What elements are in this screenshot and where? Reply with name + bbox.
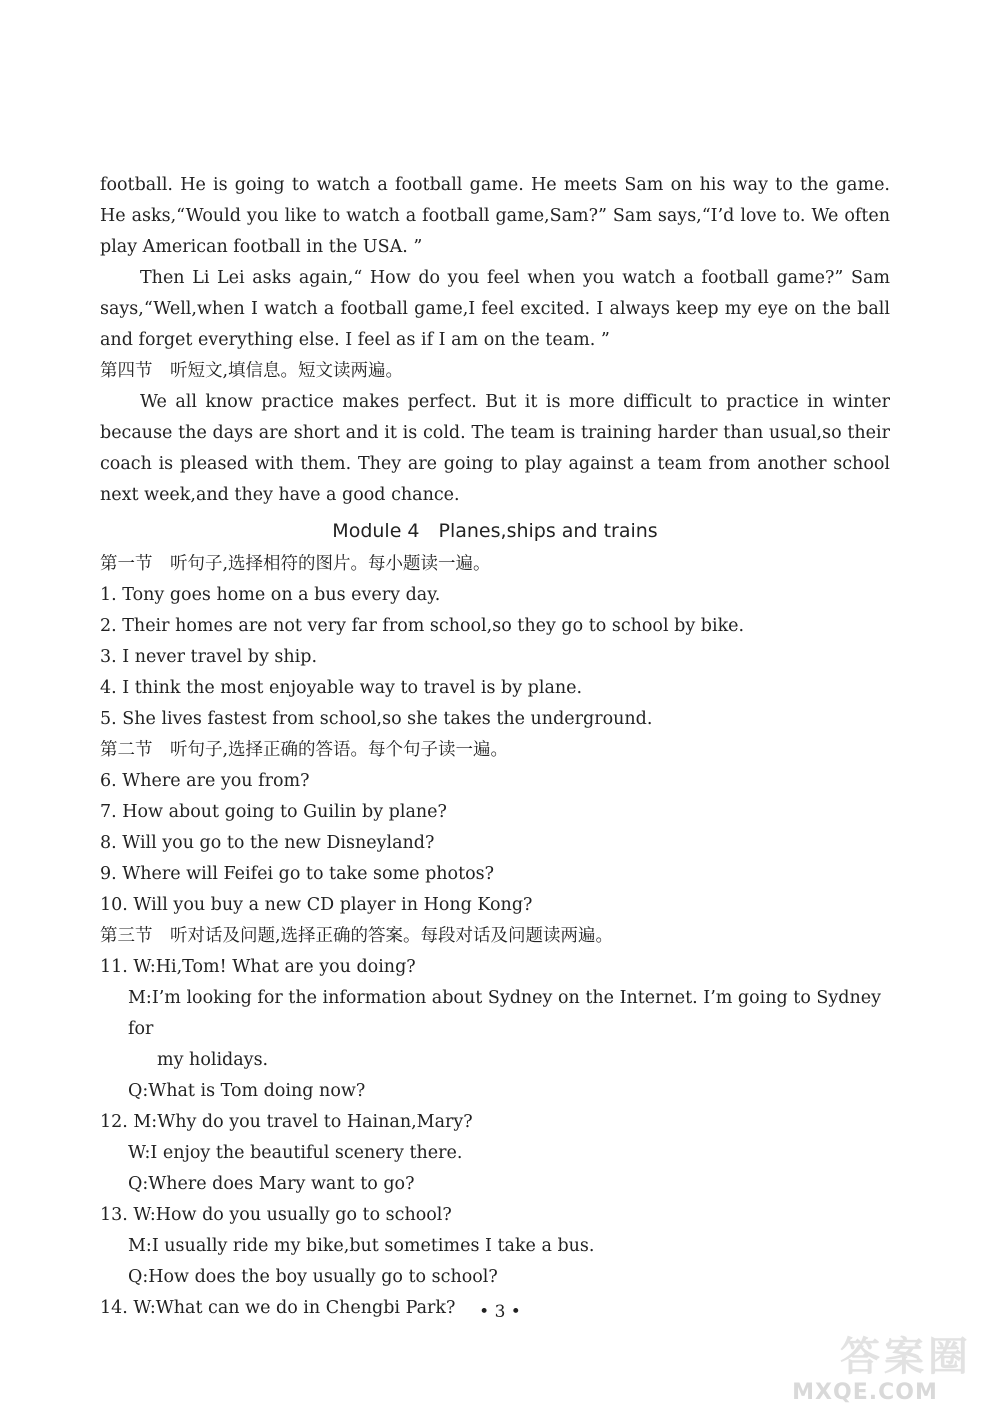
part3-heading: 第三节 听对话及问题,选择正确的答案。每段对话及问题读两遍。 <box>100 926 614 946</box>
q11-line-2: M:I’m looking for the information about Sydney on the Internet. I’m going to Sydney for <box>128 988 882 1039</box>
part1-item-4: 4. I think the most enjoyable way to travel is by plane. <box>100 678 583 698</box>
q13-line-1: 13. W:How do you usually go to school? <box>100 1205 452 1225</box>
intro-paragraph-2: Then Li Lei asks again,“ How do you feel when you watch a football game?” Sam says,“Well,when I watch a football game,I feel excited. I always keep my eye on the ball and forget everything else. I feel as if I am on the team. ” <box>100 268 890 350</box>
intro-paragraph-1: football. He is going to watch a football game. He meets Sam on his way to the game. He asks,“Would you like to watch a football game,Sam?” Sam says,“I’d love to. We often play American football in the USA. ” <box>100 175 890 257</box>
q11-question: Q:What is Tom doing now? <box>128 1081 366 1101</box>
part1-heading: 第一节 听句子,选择相符的图片。每小题读一遍。 <box>100 554 491 574</box>
watermark-url: MXQE.COM <box>792 1380 938 1405</box>
section4-text: We all know practice makes perfect. But it is more difficult to practice in winter because the days are short and it is cold. The team is training harder than usual,so their coach is pleased with them. They are going to play against a team from another school next week,and they have a good chance. <box>100 392 890 505</box>
part1-item-5: 5. She lives fastest from school,so she takes the underground. <box>100 709 653 729</box>
watermark-chars: 答案圈 <box>840 1334 972 1380</box>
q13-question: Q:How does the boy usually go to school? <box>128 1267 498 1287</box>
q14-line-1: 14. W:What can we do in Chengbi Park? <box>100 1298 456 1318</box>
part2-item-7: 7. How about going to Guilin by plane? <box>100 802 447 822</box>
q12-line-1: 12. M:Why do you travel to Hainan,Mary? <box>100 1112 473 1132</box>
document-page <box>100 170 890 1324</box>
part2-item-10: 10. Will you buy a new CD player in Hong Kong? <box>100 895 533 915</box>
section4-heading: 第四节 听短文,填信息。短文读两遍。 <box>100 361 404 381</box>
part2-item-6: 6. Where are you from? <box>100 771 310 791</box>
part1-item-2: 2. Their homes are not very far from school,so they go to school by bike. <box>100 616 745 636</box>
module-title: Module 4 Planes,ships and trains <box>332 520 658 542</box>
q13-line-2: M:I usually ride my bike,but sometimes I take a bus. <box>128 1236 595 1256</box>
part2-item-9: 9. Where will Feifei go to take some photos? <box>100 864 495 884</box>
q11-line-3: my holidays. <box>157 1050 269 1070</box>
q12-line-2: W:I enjoy the beautiful scenery there. <box>128 1143 463 1163</box>
page-number: • 3 • <box>479 1302 521 1322</box>
part1-item-3: 3. I never travel by ship. <box>100 647 318 667</box>
part2-item-8: 8. Will you go to the new Disneyland? <box>100 833 435 853</box>
watermark-logo <box>750 1325 980 1405</box>
part2-heading: 第二节 听句子,选择正确的答语。每个句子读一遍。 <box>100 740 509 760</box>
part1-item-1: 1. Tony goes home on a bus every day. <box>100 585 441 605</box>
q11-line-1: 11. W:Hi,Tom! What are you doing? <box>100 957 416 977</box>
q12-question: Q:Where does Mary want to go? <box>128 1174 415 1194</box>
